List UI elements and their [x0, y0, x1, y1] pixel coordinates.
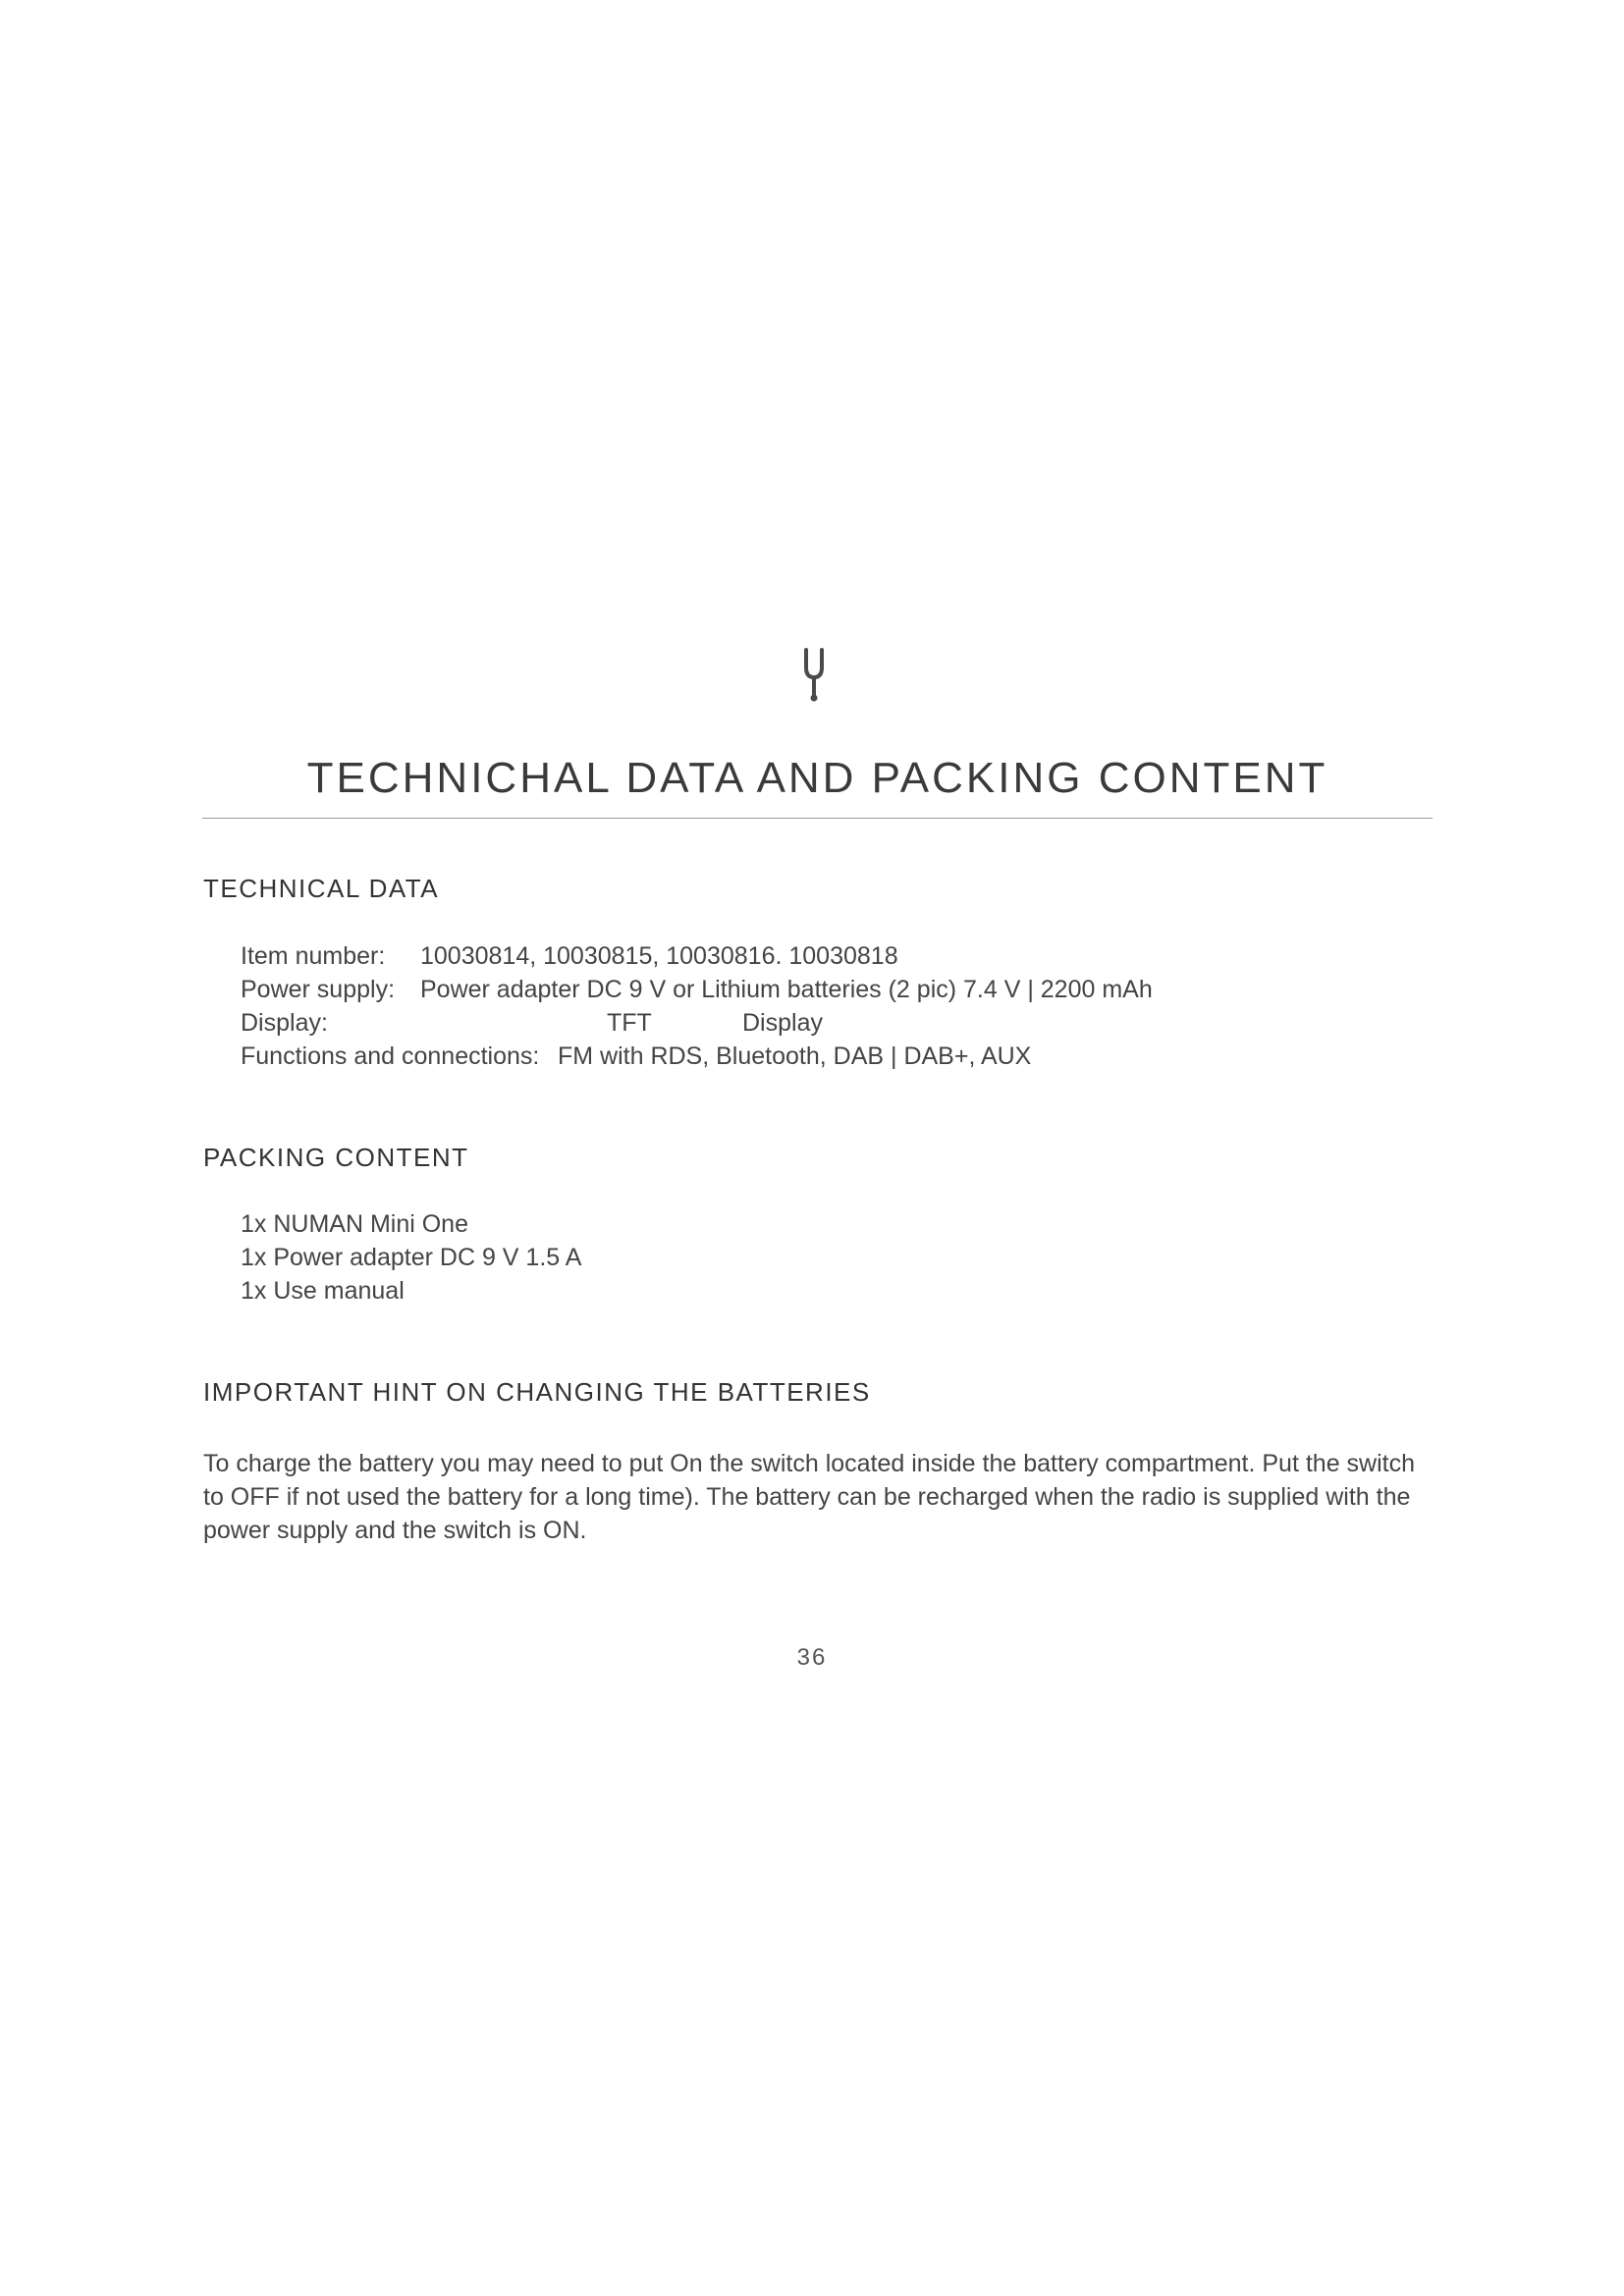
list-item: 1x Use manual — [241, 1277, 405, 1305]
spec-value-secondary: Display — [742, 1009, 823, 1037]
title-divider — [202, 818, 1433, 819]
spec-value: TFT — [607, 1009, 652, 1037]
list-item: 1x Power adapter DC 9 V 1.5 A — [241, 1244, 582, 1271]
spec-label: Display: — [241, 1009, 328, 1037]
battery-hint-text: To charge the battery you may need to put On the switch located inside the battery compartment. Put the switch to OFF if not used the battery for a long time). The battery can be recharged when the radio is supplied with the power supply and the switch is ON. — [203, 1450, 1415, 1544]
tuning-fork-icon — [800, 648, 828, 703]
spec-label: Power supply: — [241, 976, 396, 1003]
packing-content-heading: PACKING CONTENT — [203, 1143, 469, 1172]
spec-label: Functions and connections: — [241, 1042, 540, 1070]
battery-hint-heading: IMPORTANT HINT ON CHANGING THE BATTERIES — [203, 1377, 871, 1407]
page-title: TECHNICHAL DATA AND PACKING CONTENT — [306, 754, 1328, 802]
list-item: 1x NUMAN Mini One — [241, 1210, 468, 1238]
spec-value: Power adapter DC 9 V or Lithium batteries (2 pic) 7.4 V | 2200 mAh — [420, 976, 1153, 1003]
spec-value: FM with RDS, Bluetooth, DAB | DAB+, AUX — [558, 1042, 1032, 1070]
page-number: 36 — [796, 1644, 828, 1671]
technical-data-heading: TECHNICAL DATA — [203, 874, 440, 903]
spec-label: Item number: — [241, 942, 386, 970]
spec-value: 10030814, 10030815, 10030816. 10030818 — [420, 942, 898, 970]
